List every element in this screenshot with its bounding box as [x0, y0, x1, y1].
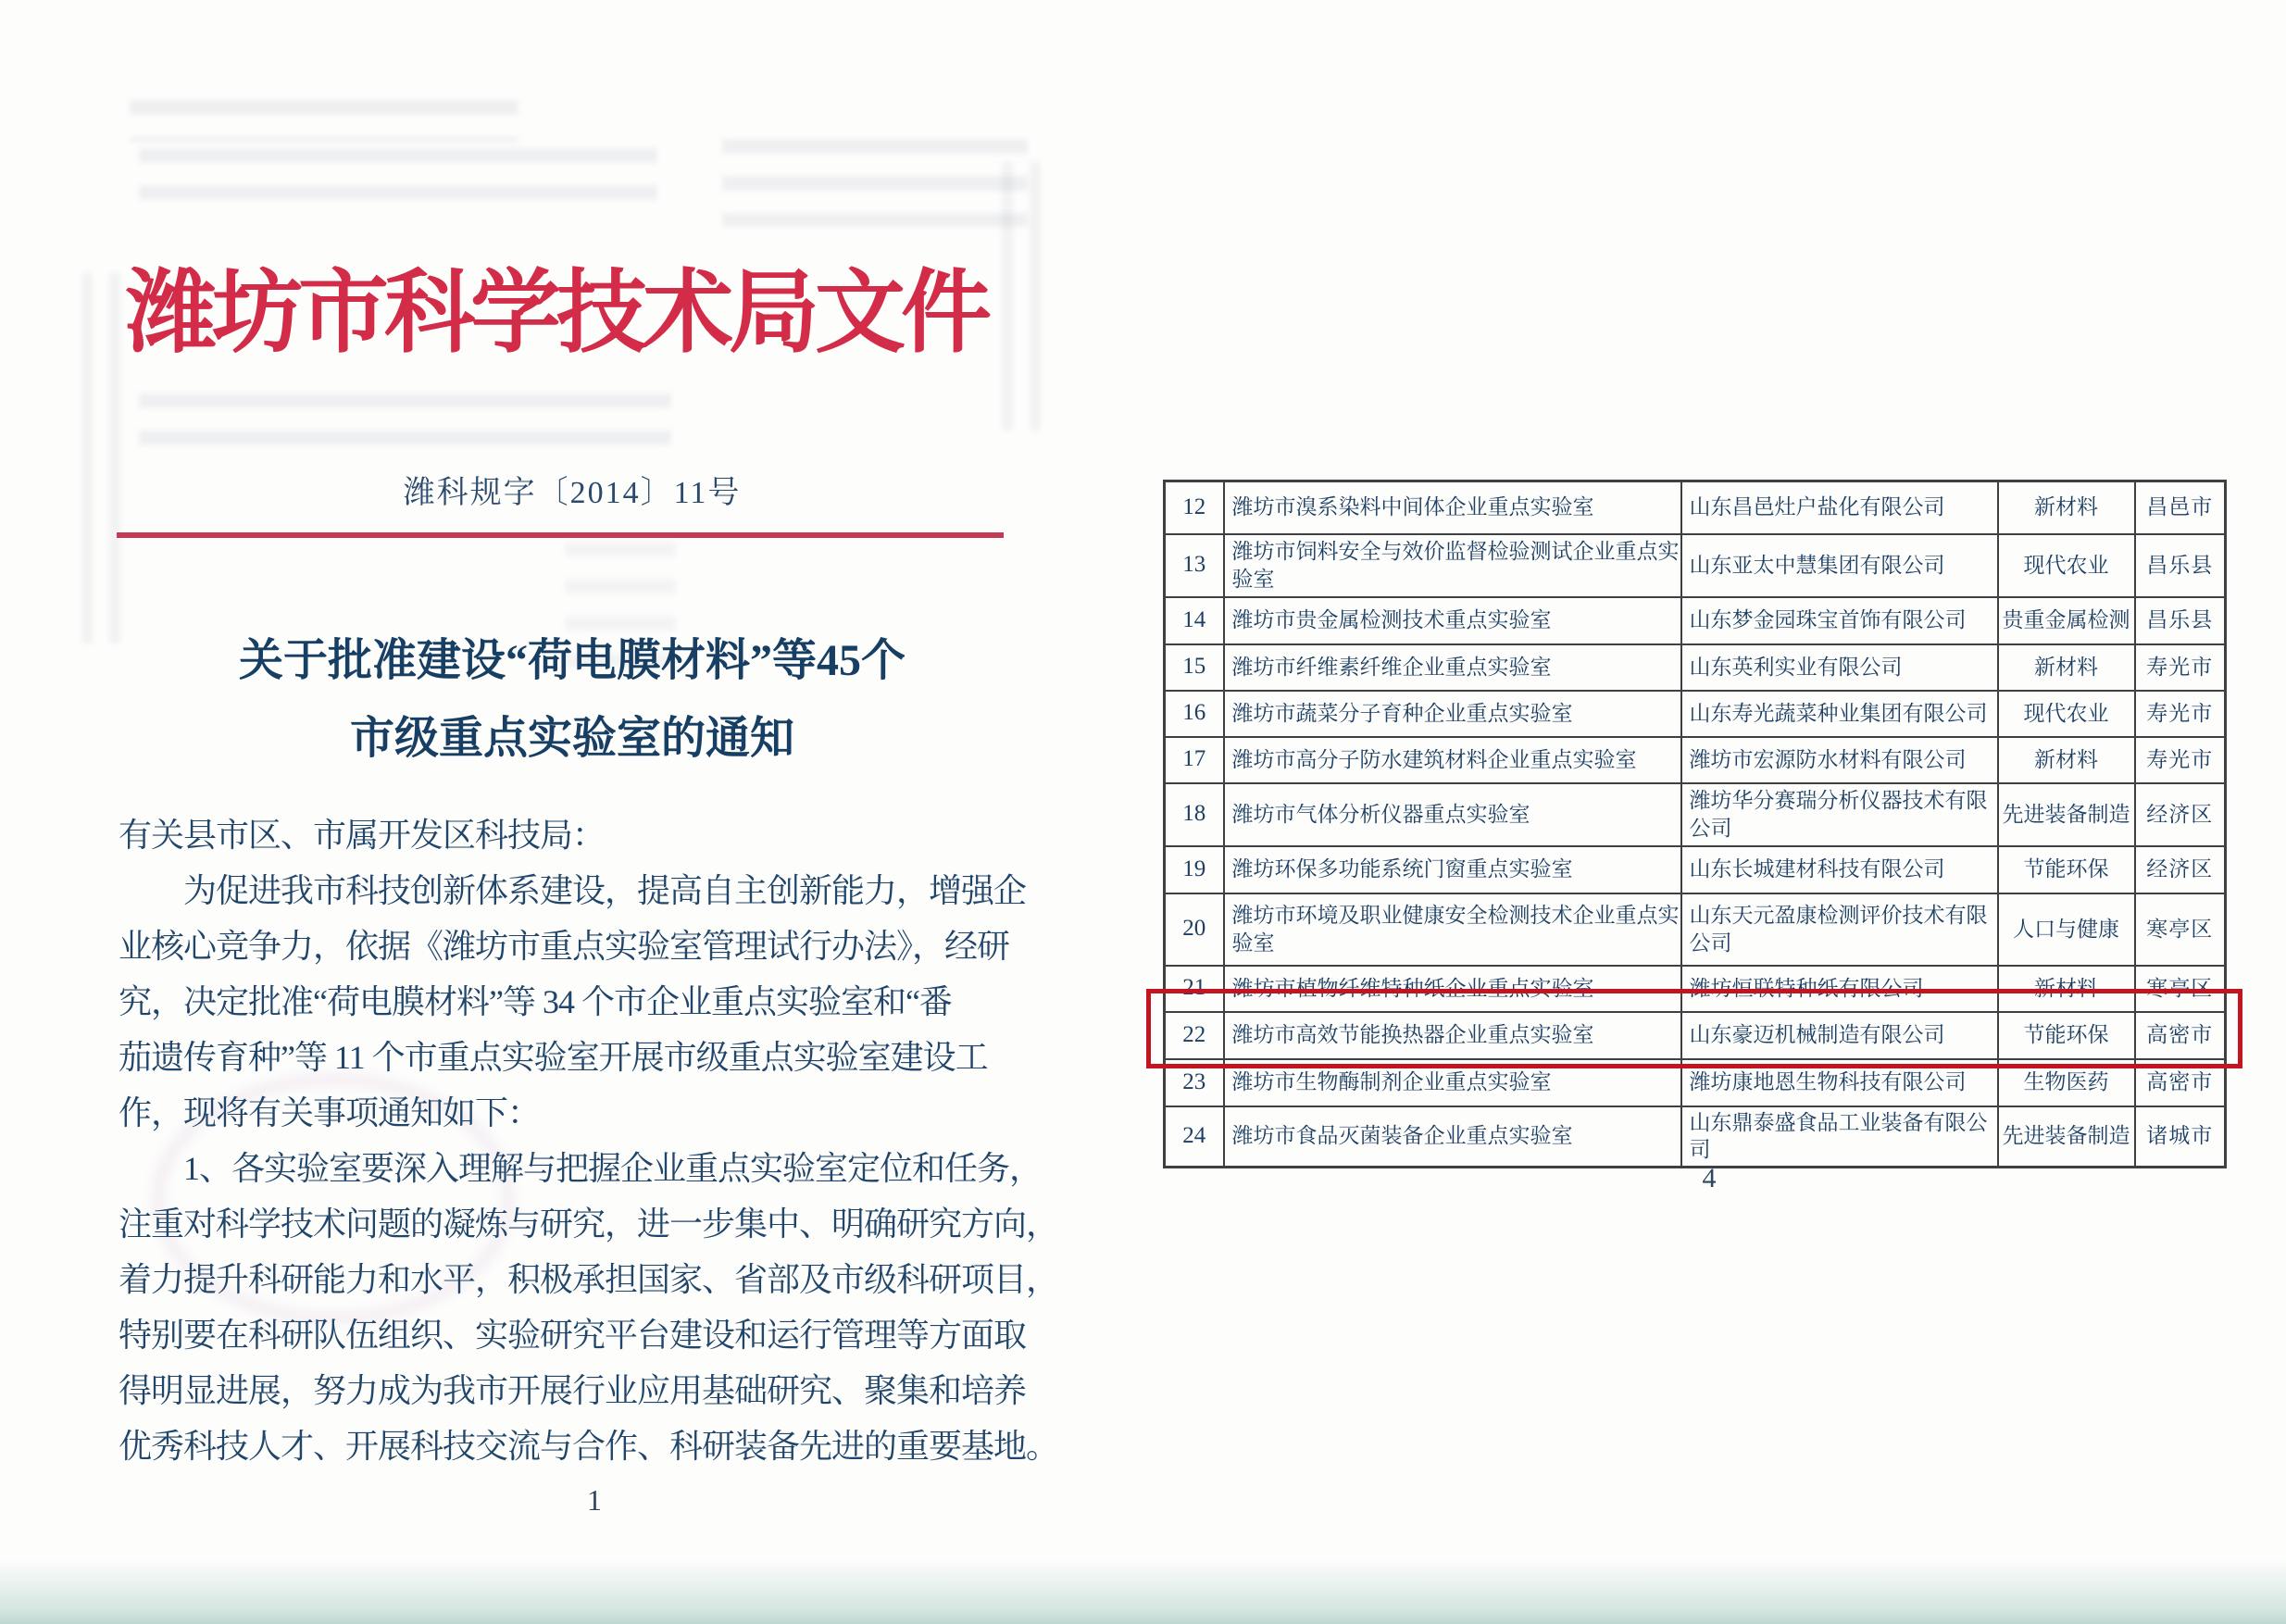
cell-lab-name: 潍坊市高分子防水建筑材料企业重点实验室 [1224, 737, 1681, 783]
cell-company-name: 山东鼎泰盛食品工业装备有限公司 [1681, 1106, 1998, 1168]
cell-row-number: 12 [1165, 481, 1224, 534]
cell-lab-name: 潍坊市高效节能换热器企业重点实验室 [1224, 1012, 1681, 1059]
page-number-right: 4 [1702, 1163, 1717, 1193]
cell-tech-field: 先进装备制造 [1998, 783, 2135, 846]
cell-lab-name: 潍坊市气体分析仪器重点实验室 [1224, 783, 1681, 846]
cell-tech-field: 生物医药 [1998, 1059, 2135, 1106]
body-text-line: 着力提升科研能力和水平，积极承担国家、省部及市级科研项目， [119, 1261, 1059, 1298]
cell-tech-field: 新材料 [1998, 737, 2135, 783]
scan-edge-tint [0, 1559, 2286, 1624]
cell-city: 诸城市 [2135, 1106, 2226, 1168]
cell-row-number: 21 [1165, 966, 1224, 1012]
body-text-line: 茄遗传育种”等 11 个市重点实验室开展市级重点实验室建设工 [119, 1039, 988, 1076]
table-row-20 [1165, 893, 2226, 966]
cell-company-name: 山东梦金园珠宝首饰有限公司 [1681, 597, 1998, 644]
page-number-left: 1 [587, 1483, 602, 1517]
cell-tech-field: 新材料 [1998, 644, 2135, 691]
bleedthrough-smudge [81, 273, 126, 643]
cell-city: 经济区 [2135, 846, 2226, 893]
cell-company-name: 山东豪迈机械制造有限公司 [1681, 1012, 1998, 1059]
body-text-line: 作，现将有关事项通知如下： [119, 1094, 541, 1131]
notice-title-line1: 关于批准建设“荷电膜材料”等45个 [238, 636, 906, 685]
cell-lab-name: 潍坊市溴系染料中间体企业重点实验室 [1224, 481, 1681, 534]
cell-lab-name: 潍坊市饲料安全与效价监督检验测试企业重点实验室 [1224, 534, 1681, 597]
cell-lab-name: 潍坊市植物纤维特种纸企业重点实验室 [1224, 966, 1681, 1012]
cell-row-number: 16 [1165, 691, 1224, 737]
notice-title-line2: 市级重点实验室的通知 [349, 714, 794, 763]
cell-lab-name: 潍坊市蔬菜分子育种企业重点实验室 [1224, 691, 1681, 737]
cell-company-name: 潍坊恒联特种纸有限公司 [1681, 966, 1998, 1012]
cell-tech-field: 现代农业 [1998, 534, 2135, 597]
cell-tech-field: 现代农业 [1998, 691, 2135, 737]
body-text-line: 究，决定批准“荷电膜材料”等 34 个市企业重点实验室和“番 [119, 983, 952, 1020]
table-row-18 [1165, 783, 2226, 846]
cell-lab-name: 潍坊市食品灭菌装备企业重点实验室 [1224, 1106, 1681, 1168]
cell-lab-name: 潍坊市环境及职业健康安全检测技术企业重点实验室 [1224, 893, 1681, 966]
body-text-line: 有关县市区、市属开发区科技局： [119, 817, 606, 854]
cell-city: 寒亭区 [2135, 893, 2226, 966]
bleedthrough-smudge [722, 139, 1028, 227]
cell-company-name: 山东昌邑灶户盐化有限公司 [1681, 481, 1998, 534]
cell-tech-field: 贵重金属检测 [1998, 597, 2135, 644]
body-text-line: 优秀科技人才、开展科技交流与合作、科研装备先进的重要基地。 [119, 1428, 1059, 1465]
cell-row-number: 17 [1165, 737, 1224, 783]
cell-company-name: 山东寿光蔬菜种业集团有限公司 [1681, 691, 1998, 737]
table-row-14 [1165, 597, 2226, 644]
cell-lab-name: 潍坊市生物酶制剂企业重点实验室 [1224, 1059, 1681, 1106]
cell-city: 高密市 [2135, 1012, 2226, 1059]
notice-title [119, 622, 1026, 778]
body-text-line: 得明显进展，努力成为我市开展行业应用基础研究、聚集和培养 [119, 1372, 1027, 1409]
body-text-line: 业核心竞争力，依据《潍坊市重点实验室管理试行办法》，经研 [119, 928, 1010, 965]
cell-tech-field: 新材料 [1998, 966, 2135, 1012]
cell-city: 昌乐县 [2135, 534, 2226, 597]
body-text-line: 为促进我市科技创新体系建设，提高自主创新能力，增强企 [119, 872, 1027, 909]
table-row-19 [1165, 846, 2226, 893]
cell-company-name: 潍坊市宏源防水材料有限公司 [1681, 737, 1998, 783]
cell-row-number: 15 [1165, 644, 1224, 691]
cell-city: 经济区 [2135, 783, 2226, 846]
cell-city: 昌邑市 [2135, 481, 2226, 534]
cell-company-name: 山东天元盈康检测评价技术有限公司 [1681, 893, 1998, 966]
cell-company-name: 山东英利实业有限公司 [1681, 644, 1998, 691]
cell-lab-name: 潍坊环保多功能系统门窗重点实验室 [1224, 846, 1681, 893]
cell-city: 昌乐县 [2135, 597, 2226, 644]
cell-tech-field: 节能环保 [1998, 846, 2135, 893]
table-row-15 [1165, 644, 2226, 691]
cell-company-name: 山东亚太中慧集团有限公司 [1681, 534, 1998, 597]
table-row-12 [1165, 481, 2226, 534]
cell-row-number: 23 [1165, 1059, 1224, 1106]
cell-row-number: 13 [1165, 534, 1224, 597]
document-number: 潍科规字〔2014〕11号 [403, 476, 742, 510]
cell-company-name: 潍坊华分赛瑞分析仪器技术有限公司 [1681, 783, 1998, 846]
cell-city: 寿光市 [2135, 644, 2226, 691]
cell-row-number: 19 [1165, 846, 1224, 893]
cell-company-name: 山东长城建材科技有限公司 [1681, 846, 1998, 893]
cell-row-number: 24 [1165, 1106, 1224, 1168]
table-row-13 [1165, 534, 2226, 597]
cell-row-number: 14 [1165, 597, 1224, 644]
cell-row-number: 18 [1165, 783, 1224, 846]
cell-lab-name: 潍坊市贵金属检测技术重点实验室 [1224, 597, 1681, 644]
body-text-line: 1、各实验室要深入理解与把握企业重点实验室定位和任务， [119, 1150, 1043, 1187]
cell-city: 寿光市 [2135, 737, 2226, 783]
bleedthrough-smudge [139, 148, 657, 222]
table-row-16 [1165, 691, 2226, 737]
cell-tech-field: 新材料 [1998, 481, 2135, 534]
cell-row-number: 20 [1165, 893, 1224, 966]
table-row-24 [1165, 1106, 2226, 1168]
agency-letterhead-title: 潍坊市科学技术局文件 [126, 264, 988, 364]
cell-tech-field: 节能环保 [1998, 1012, 2135, 1059]
cell-tech-field: 人口与健康 [1998, 893, 2135, 966]
cell-row-number: 22 [1165, 1012, 1224, 1059]
bleedthrough-smudge [130, 100, 518, 142]
highlight-box-row-22 [1146, 989, 2242, 1068]
table-row-17 [1165, 737, 2226, 783]
cell-city: 高密市 [2135, 1059, 2226, 1106]
cell-tech-field: 先进装备制造 [1998, 1106, 2135, 1168]
cell-city: 寿光市 [2135, 691, 2226, 737]
body-text-line: 特别要在科研队伍组织、实验研究平台建设和运行管理等方面取 [119, 1317, 1027, 1354]
bleedthrough-smudge [139, 394, 671, 463]
cell-company-name: 潍坊康地恩生物科技有限公司 [1681, 1059, 1998, 1106]
body-text-line: 注重对科学技术问题的凝炼与研究，进一步集中、明确研究方向， [119, 1206, 1059, 1243]
cell-lab-name: 潍坊市纤维素纤维企业重点实验室 [1224, 644, 1681, 691]
notice-body [119, 807, 1059, 1474]
cell-city: 寒亭区 [2135, 966, 2226, 1012]
letterhead-red-rule [117, 532, 1004, 538]
